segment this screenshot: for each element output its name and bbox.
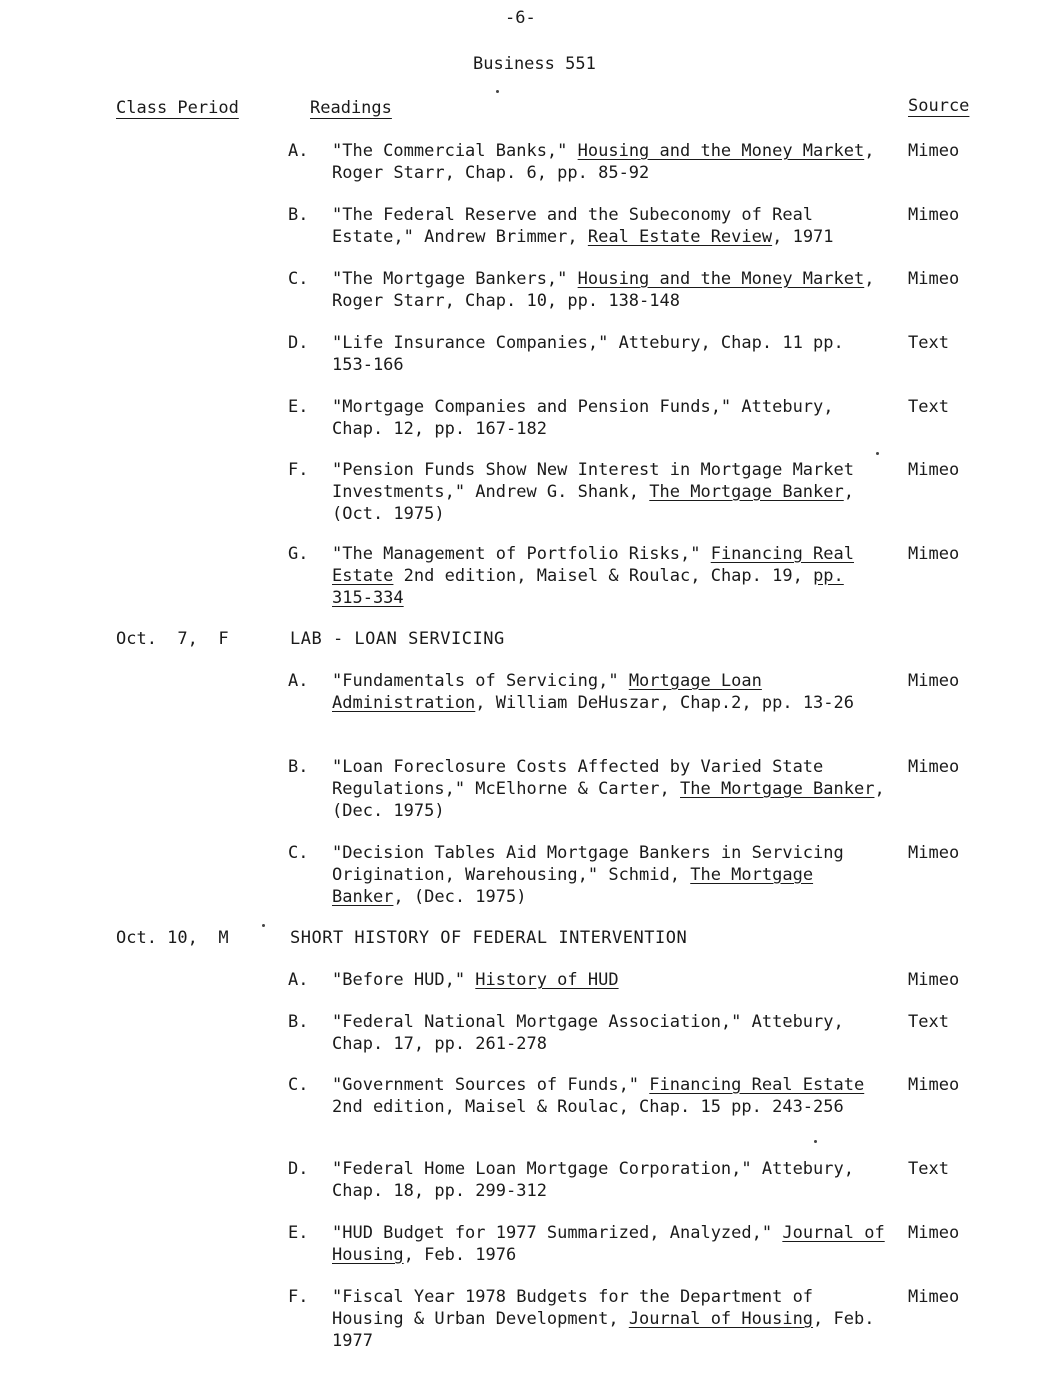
publication-title: Real Estate Review <box>587 227 773 247</box>
item-letter: E. <box>288 397 309 417</box>
reading-citation <box>332 543 892 609</box>
reading-citation <box>332 332 892 376</box>
reading-citation <box>332 396 892 440</box>
publication-title: History of HUD <box>475 970 619 990</box>
source-label: Mimeo <box>908 1287 960 1307</box>
source-label: Mimeo <box>908 970 960 990</box>
item-letter: G. <box>288 544 309 564</box>
section-title: LAB - LOAN SERVICING <box>290 629 505 649</box>
header-class-period: Class Period <box>116 98 239 118</box>
citation-text: "Pension Funds Show New Interest in Mortgage Market Investments," Andrew G. Shank, <box>332 460 854 502</box>
course-title: Business 551 <box>473 54 596 74</box>
source-label: Mimeo <box>908 460 960 480</box>
source-label: Mimeo <box>908 141 960 161</box>
publication-title: Financing Real Estate <box>649 1075 865 1095</box>
source-label: Mimeo <box>908 671 960 691</box>
citation-text: "Federal Home Loan Mortgage Corporation," Attebury, Chap. 18, pp. 299-312 <box>332 1159 854 1201</box>
item-letter: F. <box>288 460 309 480</box>
source-label: Mimeo <box>908 843 960 863</box>
citation-text: "The Mortgage Bankers," <box>332 269 578 289</box>
reading-citation <box>332 1286 892 1352</box>
citation-text: "The Management of Portfolio Risks," <box>332 544 711 564</box>
citation-text: "Before HUD," <box>332 970 476 990</box>
publication-title: Housing and the Money Market <box>577 141 865 161</box>
source-label: Mimeo <box>908 205 960 225</box>
source-label: Text <box>908 1012 949 1032</box>
citation-text: "Fundamentals of Servicing," <box>332 671 629 691</box>
source-label: Text <box>908 1159 949 1179</box>
source-label: Mimeo <box>908 269 960 289</box>
publication-title: The Mortgage Banker <box>332 865 814 907</box>
header-readings: Readings <box>310 98 392 118</box>
item-letter: C. <box>288 269 309 289</box>
citation-text: "Decision Tables Aid Mortgage Bankers in Servicing Origination, Warehousing," Schmid, <box>332 843 844 885</box>
reading-citation <box>332 204 892 248</box>
citation-text: "Life Insurance Companies," Attebury, Chap. 11 pp. 153-166 <box>332 333 844 375</box>
section-date: Oct. 7, F <box>116 629 229 649</box>
publication-title: Housing and the Money Market <box>577 269 865 289</box>
publication-title: Financing Real Estate <box>332 544 854 586</box>
citation-text: "Loan Foreclosure Costs Affected by Varied State Regulations," McElhorne & Carter, <box>332 757 824 799</box>
citation-text: , (Dec. 1975) <box>332 779 885 821</box>
citation-text: , William DeHuszar, Chap.2, pp. 13-26 <box>475 693 854 713</box>
source-label: Mimeo <box>908 544 960 564</box>
item-letter: A. <box>288 671 309 691</box>
source-label: Mimeo <box>908 757 960 777</box>
reading-citation <box>332 1158 892 1202</box>
publication-title: The Mortgage Banker <box>680 779 875 799</box>
reading-citation <box>332 1222 892 1266</box>
section-date: Oct. 10, M <box>116 928 229 948</box>
publication-title: Journal of Housing <box>332 1223 885 1265</box>
publication-title: Journal of Housing <box>628 1309 814 1329</box>
item-letter: B. <box>288 205 309 225</box>
citation-text: "The Federal Reserve and the Subeconomy of Real Estate," Andrew Brimmer, <box>332 205 814 247</box>
item-letter: C. <box>288 843 309 863</box>
item-letter: E. <box>288 1223 309 1243</box>
speck <box>814 1140 817 1143</box>
reading-citation <box>332 459 892 525</box>
item-letter: F. <box>288 1287 309 1307</box>
citation-text: "HUD Budget for 1977 Summarized, Analyzed," <box>332 1223 783 1243</box>
reading-citation <box>332 842 892 908</box>
item-letter: B. <box>288 757 309 777</box>
item-letter: D. <box>288 1159 309 1179</box>
citation-text: , Roger Starr, Chap. 6, pp. 85-92 <box>332 141 875 183</box>
publication-title: Mortgage Loan Administration <box>332 671 762 713</box>
publication-title: pp. 315-334 <box>332 566 844 608</box>
citation-text: , 1971 <box>772 227 834 247</box>
citation-text: 2nd edition, Maisel & Roulac, Chap. 19, <box>393 566 814 586</box>
citation-text: "The Commercial Banks," <box>332 141 578 161</box>
item-letter: A. <box>288 141 309 161</box>
reading-citation <box>332 670 892 714</box>
item-letter: D. <box>288 333 309 353</box>
citation-text: "Government Sources of Funds," <box>332 1075 650 1095</box>
citation-text: , Feb. 1977 <box>332 1309 875 1351</box>
citation-text: , Feb. 1976 <box>403 1245 517 1265</box>
section-title: SHORT HISTORY OF FEDERAL INTERVENTION <box>290 928 688 948</box>
citation-text: "Federal National Mortgage Association," Attebury, Chap. 17, pp. 261-278 <box>332 1012 844 1054</box>
speck <box>262 924 265 927</box>
reading-citation <box>332 268 892 312</box>
speck <box>496 90 499 93</box>
citation-text: 2nd edition, Maisel & Roulac, Chap. 15 pp. 243-256 <box>332 1097 844 1117</box>
speck <box>876 452 879 455</box>
item-letter: A. <box>288 970 309 990</box>
citation-text: , (Dec. 1975) <box>393 887 527 907</box>
citation-text: "Mortgage Companies and Pension Funds," Attebury, Chap. 12, pp. 167-182 <box>332 397 834 439</box>
citation-text: , (Oct. 1975) <box>332 482 854 524</box>
citation-text: "Fiscal Year 1978 Budgets for the Department of Housing & Urban Development, <box>332 1287 814 1329</box>
page-number: -6- <box>505 8 536 28</box>
source-label: Mimeo <box>908 1223 960 1243</box>
reading-citation <box>332 140 892 184</box>
source-label: Text <box>908 397 949 417</box>
header-source: Source <box>908 96 970 116</box>
item-letter: C. <box>288 1075 309 1095</box>
reading-citation <box>332 969 892 991</box>
source-label: Mimeo <box>908 1075 960 1095</box>
source-label: Text <box>908 333 949 353</box>
citation-text: , Roger Starr, Chap. 10, pp. 138-148 <box>332 269 875 311</box>
reading-citation <box>332 1074 892 1118</box>
reading-citation <box>332 1011 892 1055</box>
item-letter: B. <box>288 1012 309 1032</box>
reading-citation <box>332 756 892 822</box>
publication-title: The Mortgage Banker <box>649 482 844 502</box>
